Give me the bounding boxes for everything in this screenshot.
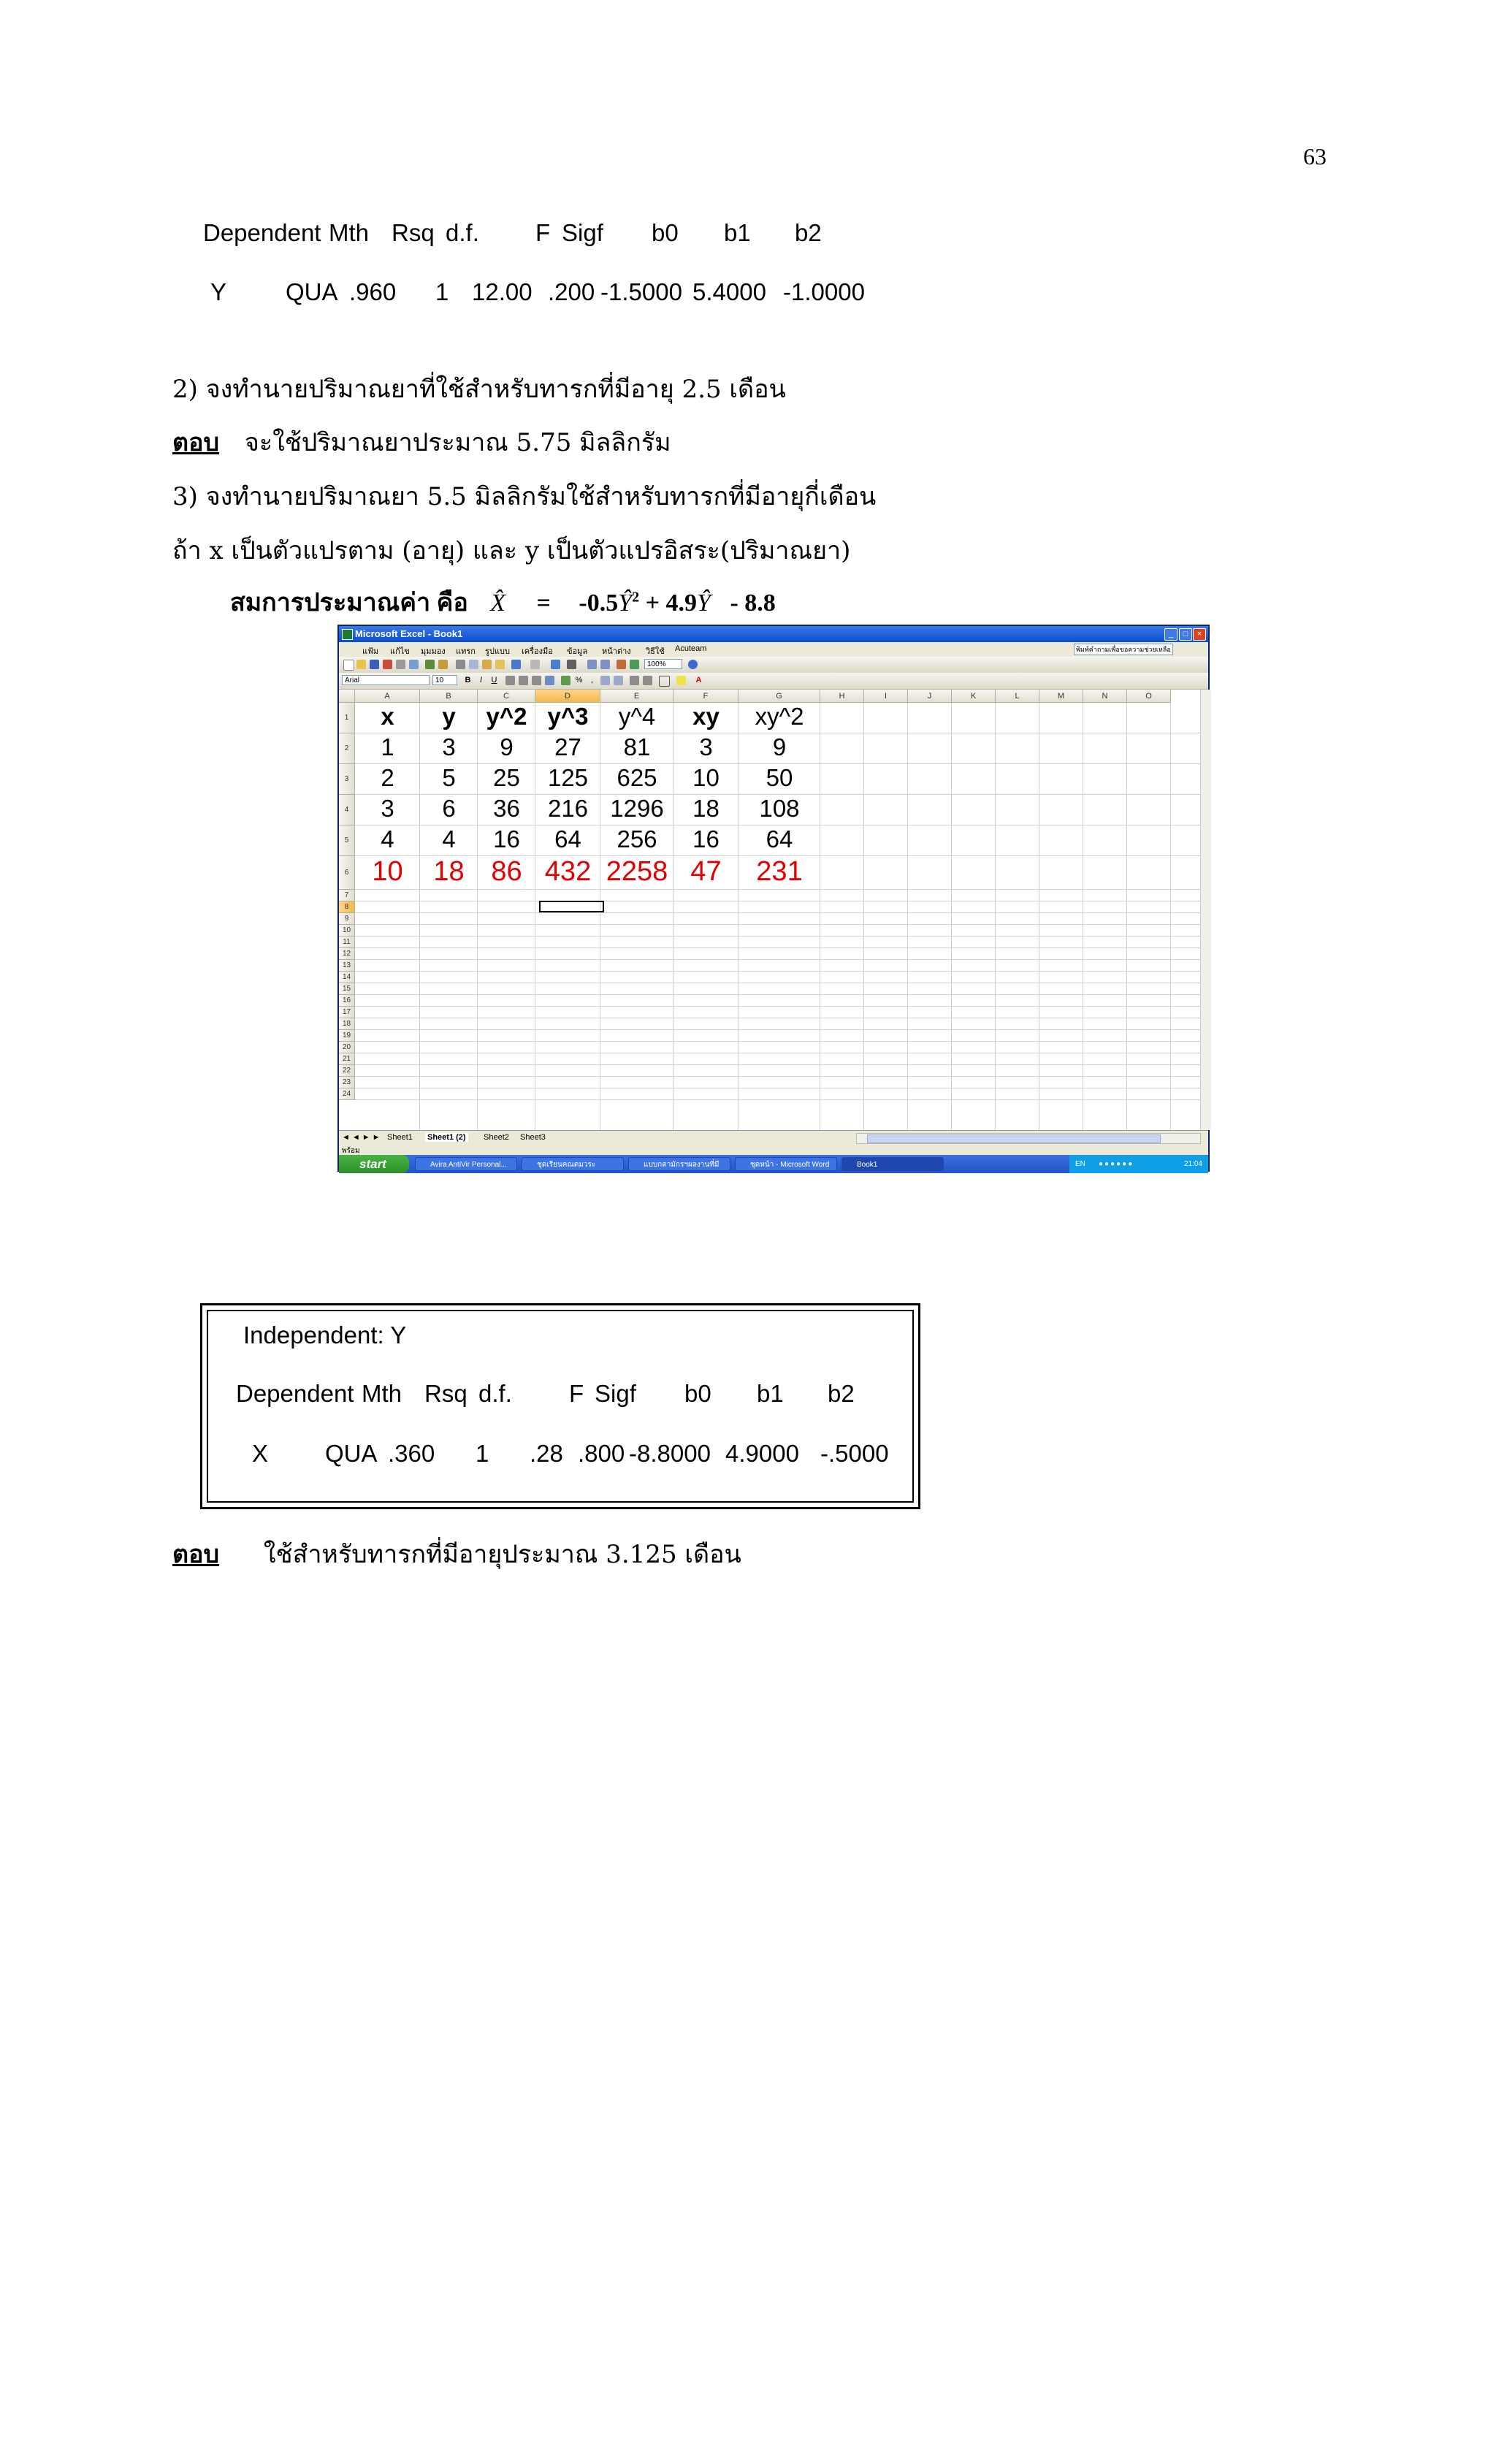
font-color-icon[interactable]: A <box>695 676 702 684</box>
print-icon[interactable] <box>396 660 405 669</box>
cell-c3[interactable]: 25 <box>493 764 520 791</box>
align-center-icon[interactable] <box>519 676 528 685</box>
excel-screenshot <box>337 625 1210 1183</box>
cell-f3[interactable]: 10 <box>692 764 720 791</box>
gridline-h <box>355 936 1202 937</box>
row-header-24[interactable]: 24 <box>339 1088 355 1100</box>
gridline-h <box>355 1029 1202 1030</box>
cell-g2[interactable]: 9 <box>772 733 787 760</box>
decrease-indent-icon[interactable] <box>630 676 639 685</box>
column-header-n[interactable]: N <box>1083 690 1127 703</box>
cell-b5[interactable]: 4 <box>442 825 456 853</box>
gridline-h <box>355 959 1202 960</box>
rcell-b2: -.5000 <box>820 1440 889 1467</box>
rhdr-sigf: Sigf <box>595 1380 636 1407</box>
menu-tools[interactable]: เครื่องมือ <box>522 647 553 656</box>
column-header-a[interactable]: A <box>355 690 420 703</box>
active-cell-d8[interactable] <box>539 901 604 912</box>
column-header-f[interactable]: F <box>673 690 739 703</box>
system-tray <box>1069 1155 1208 1173</box>
final-answer <box>172 1534 741 1574</box>
cell-f5[interactable]: 16 <box>692 825 720 853</box>
column-header-h[interactable]: H <box>820 690 864 703</box>
hdr-mth: Mth <box>329 219 370 246</box>
row-header-19[interactable]: 19 <box>339 1030 355 1042</box>
open-icon[interactable] <box>356 660 366 669</box>
save-icon[interactable] <box>370 660 379 669</box>
column-header-i[interactable]: I <box>864 690 908 703</box>
row-header-15[interactable]: 15 <box>339 983 355 995</box>
cell-f2[interactable]: 3 <box>699 733 713 760</box>
rhdr-b2: b2 <box>828 1380 855 1407</box>
gridline-h <box>355 1064 1202 1065</box>
menu-acuteam[interactable]: Acuteam <box>675 644 707 653</box>
gridline-h <box>355 1076 1202 1077</box>
gridline-h <box>355 1006 1202 1007</box>
row-header-20[interactable]: 20 <box>339 1042 355 1053</box>
gridline-h <box>355 994 1202 995</box>
new-icon[interactable] <box>343 660 354 671</box>
gridline-h <box>355 1041 1202 1042</box>
decrease-decimal-icon[interactable] <box>614 676 623 685</box>
taskbar-item-word-doc[interactable]: แบบกตามักรฯผลงานที่มีข้อมูล... <box>628 1157 730 1171</box>
tab-nav-arrows[interactable]: ◄◄►► <box>342 1133 383 1142</box>
row-header-12[interactable]: 12 <box>339 948 355 960</box>
menu-edit[interactable]: แก้ไข <box>390 647 410 656</box>
status-text: พร้อม <box>342 1147 360 1155</box>
gridline-h <box>355 1099 1202 1100</box>
cell-header-c1[interactable]: y^2 <box>486 703 527 730</box>
cell-g3[interactable]: 50 <box>766 764 793 791</box>
gridline-v <box>1126 703 1127 1130</box>
cell-header-a1[interactable]: x <box>381 703 394 730</box>
excel-app-icon <box>342 629 353 640</box>
result-box <box>200 1303 920 1509</box>
gridline-v <box>995 703 996 1130</box>
gridline-v <box>1170 703 1171 1130</box>
research-icon[interactable] <box>438 660 448 669</box>
row-header-21[interactable]: 21 <box>339 1053 355 1065</box>
row-header-6[interactable]: 6 <box>339 856 355 890</box>
increase-decimal-icon[interactable] <box>600 676 610 685</box>
cell-total-a6[interactable]: 10 <box>372 856 403 887</box>
hdr-rsq: Rsq <box>392 219 435 246</box>
row-header-13[interactable]: 13 <box>339 960 355 972</box>
percent-icon[interactable]: % <box>575 676 583 684</box>
windows-taskbar <box>339 1155 1208 1183</box>
gridline-h <box>355 912 1202 913</box>
cell-b2: -1.0000 <box>783 278 865 305</box>
tab-sheet1-2[interactable]: Sheet1 (2) <box>425 1133 468 1142</box>
select-all-corner[interactable] <box>339 690 355 703</box>
taskbar-item-avira[interactable]: Avira AntiVir Personal... <box>415 1157 517 1171</box>
cell-sigf: .200 <box>548 278 595 305</box>
align-right-icon[interactable] <box>532 676 541 685</box>
gridline-v <box>951 703 952 1130</box>
cell-header-d1[interactable]: y^3 <box>547 703 589 730</box>
hdr-b0: b0 <box>652 219 679 246</box>
condition-text: ถ้า x เป็นตัวแปรตาม (อายุ) และ y เป็นตัวแปรอิสระ(ปริมาณยา) <box>172 536 851 565</box>
row-header-5[interactable]: 5 <box>339 825 355 856</box>
status-bar <box>339 1145 1208 1155</box>
maximize-button[interactable]: □ <box>1179 628 1192 641</box>
gridline-v <box>907 703 908 1130</box>
help-icon[interactable] <box>688 660 698 669</box>
cell-d4[interactable]: 216 <box>547 795 589 822</box>
cut-icon[interactable] <box>456 660 465 669</box>
cell-f: 12.00 <box>472 278 533 305</box>
tab-sheet3[interactable]: Sheet3 <box>520 1133 546 1142</box>
rcell-df: 1 <box>476 1440 489 1467</box>
column-header-e[interactable]: E <box>600 690 673 703</box>
cell-b2[interactable]: 3 <box>442 733 456 760</box>
rcell-b1: 4.9000 <box>725 1440 799 1467</box>
tray-language[interactable]: EN <box>1075 1160 1085 1168</box>
underline-icon[interactable]: U <box>491 676 497 684</box>
row-header-23[interactable]: 23 <box>339 1077 355 1088</box>
align-left-icon[interactable] <box>505 676 515 685</box>
cell-a3[interactable]: 2 <box>381 764 394 791</box>
cell-d2[interactable]: 27 <box>554 733 581 760</box>
equation-line <box>230 582 776 622</box>
rcell-dep: X <box>252 1440 269 1467</box>
row-header-10[interactable]: 10 <box>339 925 355 937</box>
cell-d3[interactable]: 125 <box>547 764 589 791</box>
row-header-16[interactable]: 16 <box>339 995 355 1007</box>
cell-total-g6[interactable]: 231 <box>756 856 803 887</box>
cell-e5[interactable]: 256 <box>617 825 657 853</box>
menu-file[interactable]: แฟ้ม <box>362 647 379 656</box>
cell-c2[interactable]: 9 <box>500 733 514 760</box>
rcell-rsq: .360 <box>388 1440 435 1467</box>
cell-header-f1[interactable]: xy <box>692 703 720 730</box>
menu-window[interactable]: หน้าต่าง <box>602 647 631 656</box>
drawing-icon[interactable] <box>630 660 639 669</box>
eq-exp: 2 <box>632 589 640 606</box>
eq-minus: - 8.8 <box>730 590 776 617</box>
rhdr-rsq: Rsq <box>424 1380 468 1407</box>
question-3: 3) จงทำนายปริมาณยา 5.5 มิลลิกรัมใช้สำหรับทารกที่มีอายุกี่เดือน <box>172 482 877 511</box>
tray-icons: ●●●●●● <box>1099 1160 1134 1168</box>
hdr-df: d.f. <box>446 219 479 246</box>
column-header-b[interactable]: B <box>420 690 478 703</box>
row-header-1[interactable]: 1 <box>339 703 355 733</box>
chart-wizard-icon[interactable] <box>617 660 626 669</box>
rcell-b0: -8.8000 <box>629 1440 711 1467</box>
cell-f4[interactable]: 18 <box>692 795 720 822</box>
independent-label: Independent: Y <box>243 1321 407 1349</box>
column-header-j[interactable]: J <box>908 690 952 703</box>
eq-plus: + 4.9 <box>645 590 698 617</box>
format-painter-icon[interactable] <box>495 660 505 669</box>
horizontal-scroll-thumb[interactable] <box>867 1134 1161 1143</box>
cell-c4[interactable]: 36 <box>493 795 520 822</box>
row-header-8[interactable]: 8 <box>339 901 355 913</box>
paste-icon[interactable] <box>482 660 492 669</box>
rhdr-mth: Mth <box>362 1380 402 1407</box>
cell-total-b6[interactable]: 18 <box>433 856 465 887</box>
rhdr-f: F <box>569 1380 584 1407</box>
cell-b1: 5.4000 <box>692 278 766 305</box>
autosum-icon[interactable] <box>567 660 576 669</box>
eq-coef2: -0.5 <box>579 590 619 617</box>
cell-header-e1[interactable]: y^4 <box>618 703 656 730</box>
menu-view[interactable]: มุมมอง <box>421 647 446 656</box>
close-button[interactable]: × <box>1193 628 1206 641</box>
eq-var: Ŷ <box>618 590 633 617</box>
question-2: 2) จงทำนายปริมาณยาที่ใช้สำหรับทารกที่มีอายุ 2.5 เดือน <box>172 375 786 404</box>
cell-total-f6[interactable]: 47 <box>690 856 722 887</box>
permission-icon[interactable] <box>383 660 392 669</box>
cell-header-b1[interactable]: y <box>442 703 456 730</box>
stat-table-header <box>203 219 934 248</box>
eq-lhs: X̂ <box>490 590 506 617</box>
row-header-17[interactable]: 17 <box>339 1007 355 1018</box>
tab-sheet1[interactable]: Sheet1 <box>387 1133 413 1142</box>
start-button[interactable]: start <box>339 1155 409 1173</box>
cell-g5[interactable]: 64 <box>766 825 793 853</box>
menu-bar <box>339 642 1208 657</box>
rhdr-b1: b1 <box>757 1380 784 1407</box>
tab-sheet2[interactable]: Sheet2 <box>484 1133 509 1142</box>
cell-e4[interactable]: 1296 <box>610 795 664 822</box>
cell-b3[interactable]: 5 <box>442 764 456 791</box>
row-header-4[interactable]: 4 <box>339 795 355 825</box>
rhdr-df: d.f. <box>478 1380 512 1407</box>
row-header-14[interactable]: 14 <box>339 972 355 983</box>
bold-icon[interactable]: B <box>465 676 471 684</box>
eq-sign: = <box>536 590 551 617</box>
comma-icon[interactable]: , <box>590 676 594 684</box>
redo-icon[interactable] <box>530 660 540 669</box>
copy-icon[interactable] <box>469 660 478 669</box>
cell-total-e6[interactable]: 2258 <box>606 856 668 887</box>
cell-d5[interactable]: 64 <box>554 825 581 853</box>
cell-b0: -1.5000 <box>600 278 682 305</box>
hyperlink-icon[interactable] <box>551 660 560 669</box>
equation-label: สมการประมาณค่า คือ <box>230 590 468 617</box>
spelling-icon[interactable] <box>425 660 435 669</box>
answer-2 <box>172 422 671 462</box>
cell-a2[interactable]: 1 <box>381 733 394 760</box>
column-header-c[interactable]: C <box>478 690 535 703</box>
hdr-dependent: Dependent <box>203 219 321 246</box>
cell-rsq: .960 <box>349 278 397 305</box>
column-header-d[interactable]: D <box>535 690 600 703</box>
italic-icon[interactable]: I <box>479 676 483 684</box>
cell-total-c6[interactable]: 86 <box>491 856 522 887</box>
vertical-scrollbar[interactable] <box>1200 690 1211 1130</box>
hdr-b2: b2 <box>795 219 822 246</box>
undo-icon[interactable] <box>511 660 521 669</box>
menu-format[interactable]: รูปแบบ <box>485 647 510 656</box>
cell-b4[interactable]: 6 <box>442 795 456 822</box>
menu-help[interactable]: วิธีใช้ <box>646 647 665 656</box>
row-header-7[interactable]: 7 <box>339 890 355 901</box>
sort-asc-icon[interactable] <box>587 660 597 669</box>
cell-a4[interactable]: 3 <box>381 795 394 822</box>
excel-title-bar <box>339 626 1208 642</box>
row-header-22[interactable]: 22 <box>339 1065 355 1077</box>
tray-clock: 21:04 <box>1183 1160 1202 1168</box>
answer-label: ตอบ <box>172 428 220 457</box>
spreadsheet-grid[interactable] <box>339 690 1211 1130</box>
column-header-m[interactable]: M <box>1039 690 1083 703</box>
eq-var2: Ŷ <box>697 590 711 617</box>
sort-desc-icon[interactable] <box>600 660 610 669</box>
taskbar-item-book1[interactable]: Book1 <box>842 1157 944 1171</box>
horizontal-scrollbar[interactable] <box>856 1133 1201 1144</box>
cell-g4[interactable]: 108 <box>759 795 800 822</box>
stat-table-row <box>210 278 941 308</box>
gridline-v <box>863 703 864 1130</box>
minimize-button[interactable]: _ <box>1164 628 1178 641</box>
column-header-l[interactable]: L <box>996 690 1039 703</box>
row-header-11[interactable]: 11 <box>339 937 355 948</box>
result-header <box>236 1380 893 1409</box>
cell-e3[interactable]: 625 <box>617 764 657 791</box>
print-preview-icon[interactable] <box>409 660 419 669</box>
row-header-18[interactable]: 18 <box>339 1018 355 1030</box>
gridline-h <box>355 971 1202 972</box>
rcell-sigf: .800 <box>578 1440 625 1467</box>
zoom-box[interactable]: 100% <box>644 659 682 669</box>
cell-e2[interactable]: 81 <box>623 733 651 760</box>
hdr-f: F <box>535 219 551 246</box>
page-number: 63 <box>1303 143 1327 169</box>
row-header-2[interactable]: 2 <box>339 733 355 764</box>
hdr-b1: b1 <box>724 219 751 246</box>
borders-icon[interactable] <box>659 676 670 687</box>
increase-indent-icon[interactable] <box>643 676 652 685</box>
hdr-sigf: Sigf <box>562 219 603 246</box>
cell-header-g1[interactable]: xy^2 <box>755 703 804 730</box>
final-answer-text: ใช้สำหรับทารกที่มีอายุประมาณ 3.125 เดือน <box>263 1540 741 1569</box>
column-header-k[interactable]: K <box>952 690 996 703</box>
cell-c5[interactable]: 16 <box>493 825 520 853</box>
font-name-box[interactable]: Arial <box>342 675 430 685</box>
menu-data[interactable]: ข้อมูล <box>567 647 588 656</box>
fill-color-icon[interactable] <box>676 676 686 685</box>
answer-text: จะใช้ปริมาณยาประมาณ 5.75 มิลลิกรัม <box>244 428 671 457</box>
standard-toolbar <box>339 657 1208 674</box>
rhdr-b0: b0 <box>684 1380 711 1407</box>
taskbar-item-folder[interactable]: ชุดเรียนคณตมวระมลับค์นธ์ <box>522 1157 624 1171</box>
cell-mth: QUA <box>286 278 338 305</box>
result-row <box>252 1440 909 1469</box>
final-answer-label: ตอบ <box>172 1540 220 1569</box>
cell-df: 1 <box>435 278 449 305</box>
taskbar-item-word[interactable]: ชุดหน้า - Microsoft Word <box>735 1157 837 1171</box>
cell-dep: Y <box>210 278 227 305</box>
window-title: Microsoft Excel - Book1 <box>355 628 463 639</box>
row-header-3[interactable]: 3 <box>339 764 355 795</box>
currency-icon[interactable] <box>561 676 570 685</box>
column-header-o[interactable]: O <box>1127 690 1171 703</box>
menu-insert[interactable]: แทรก <box>456 647 476 656</box>
rhdr-dependent: Dependent <box>236 1380 354 1407</box>
help-box[interactable]: พิมพ์คำถามเพื่อขอความช่วยเหลือ <box>1074 644 1173 655</box>
font-size-box[interactable]: 10 <box>432 675 457 685</box>
merge-center-icon[interactable] <box>545 676 554 685</box>
sheet-tabs-bar <box>339 1130 1208 1145</box>
formatting-toolbar <box>339 673 1208 690</box>
gridline-h <box>355 924 1202 925</box>
gridline-h <box>355 947 1202 948</box>
cell-total-d6[interactable]: 432 <box>544 856 592 887</box>
rcell-mth: QUA <box>325 1440 378 1467</box>
cell-a5[interactable]: 4 <box>381 825 394 853</box>
column-header-g[interactable]: G <box>739 690 820 703</box>
rcell-f: .28 <box>530 1440 563 1467</box>
row-header-9[interactable]: 9 <box>339 913 355 925</box>
